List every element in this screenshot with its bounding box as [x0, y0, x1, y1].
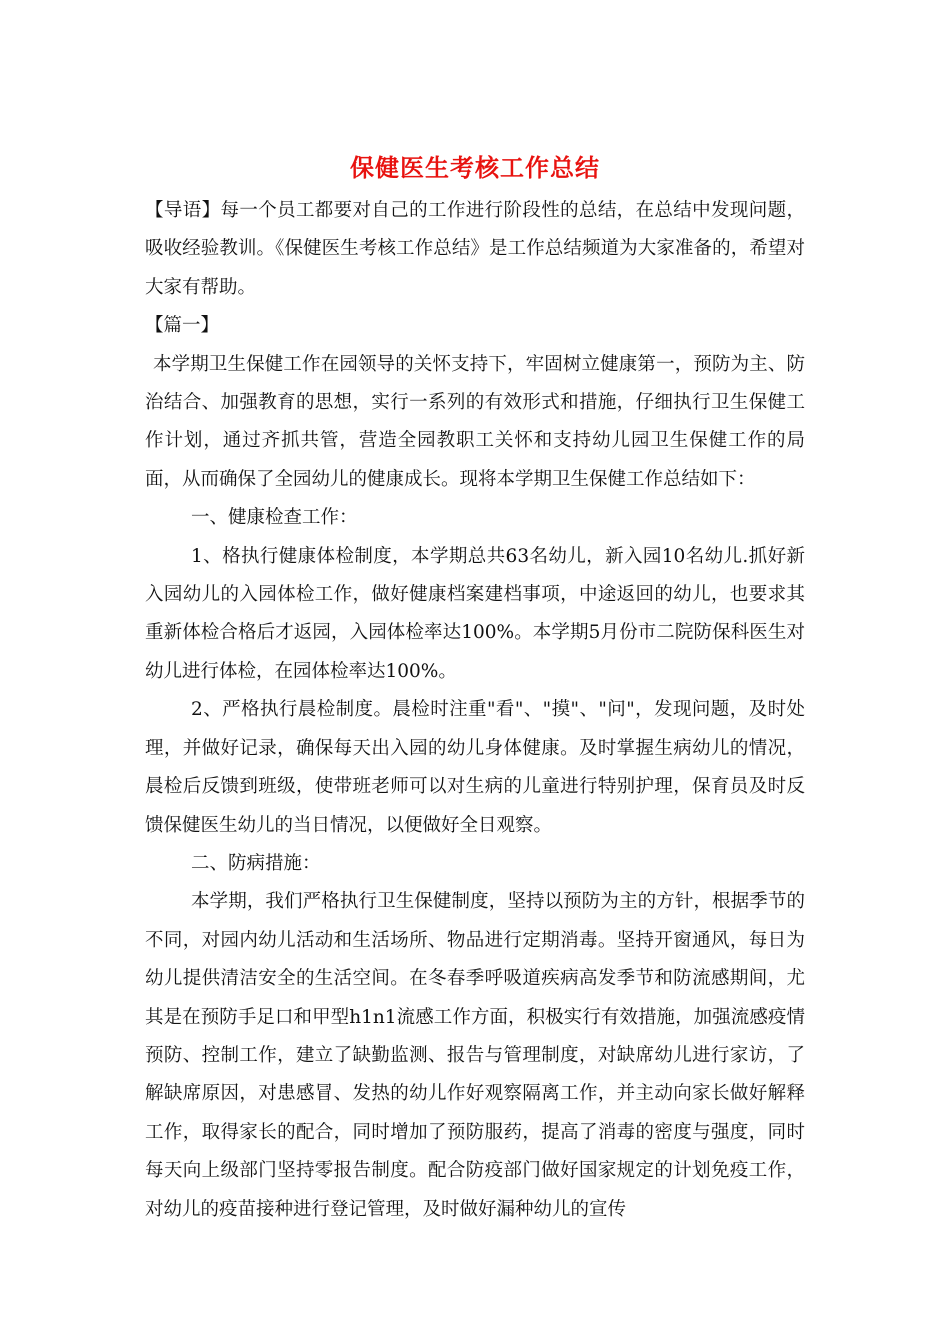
intro-paragraph: 【导语】每一个员工都要对自己的工作进行阶段性的总结，在总结中发现问题，吸收经验教训。《保健医生考核工作总结》是工作总结频道为大家准备的，希望对大家有帮助。: [145, 200, 805, 298]
document-body: [145, 192, 805, 1229]
section-label: 【篇一】: [145, 315, 220, 337]
body-paragraph: 本学期卫生保健工作在园领导的关怀支持下，牢固树立健康第一，预防为主、防治结合、加强教育的思想，实行一系列的有效形式和措施，仔细执行卫生保健工作计划，通过齐抓共管，营造全园教职工关怀和支持幼儿园卫生保健工作的局面，从而确保了全园幼儿的健康成长。现将本学期卫生保健工作总结如下：: [145, 353, 805, 490]
body-paragraph: 2、严格执行晨检制度。晨检时注重"看"、"摸"、"问"，发现问题，及时处理，并做好记录，确保每天出入园的幼儿身体健康。及时掌握生病幼儿的情况，晨检后反馈到班级，使带班老师可以对生病的儿童进行特别护理，保育员及时反馈保健医生幼儿的当日情况，以便做好全日观察。: [145, 699, 805, 836]
body-paragraph: 1、格执行健康体检制度，本学期总共63名幼儿，新入园10名幼儿.抓好新入园幼儿的入园体检工作，做好健康档案建档事项，中途返回的幼儿，也要求其重新体检合格后才返园，入园体检率达100%。本学期5月份市二院防保科医生对幼儿进行体检，在园体检率达100%。: [145, 545, 805, 682]
body-paragraph: 本学期，我们严格执行卫生保健制度，坚持以预防为主的方针，根据季节的不同，对园内幼儿活动和生活场所、物品进行定期消毒。坚持开窗通风，每日为幼儿提供清洁安全的生活空间。在冬春季呼吸道疾病高发季节和防流感期间，尤其是在预防手足口和甲型h1n1流感工作方面，积极实行有效措施，加强流感疫情预防、控制工作，建立了缺勤监测、报告与管理制度，对缺席幼儿进行家访，了解缺席原因，对患感冒、发热的幼儿作好观察隔离工作，并主动向家长做好解释工作，取得家长的配合，同时增加了预防服药，提高了消毒的密度与强度，同时每天向上级部门坚持零报告制度。配合防疫部门做好国家规定的计划免疫工作，对幼儿的疫苗接种进行登记管理，及时做好漏种幼儿的宣传: [145, 891, 805, 1220]
section-heading: 一、健康检查工作：: [191, 507, 358, 529]
section-heading: 二、防病措施：: [191, 852, 321, 874]
document-title: 保健医生考核工作总结: [350, 153, 600, 182]
